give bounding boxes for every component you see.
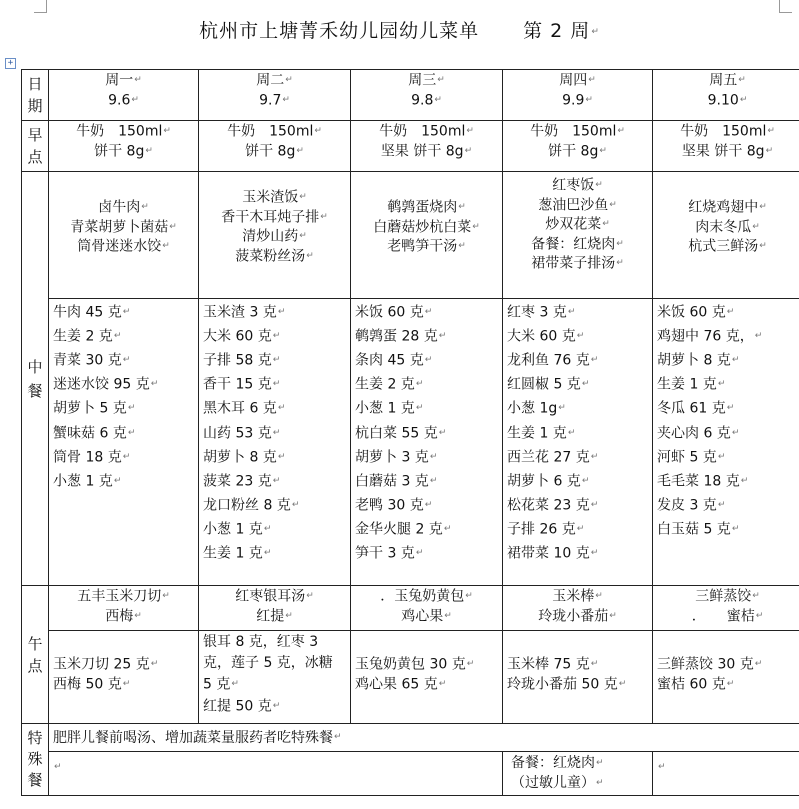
breakfast-cell[interactable]: 牛奶 150ml ↵ 饼干 8g ↵ <box>199 121 351 172</box>
lunch-ingredients-cell[interactable]: 红枣 3 克 ↵ 大米 60 克 ↵ 龙利鱼 76 克 ↵ 红圆椒 5 克 ↵ 小葱 1g ↵ 生姜 1 克 ↵ 西兰花 27 克 ↵ 胡萝卜 6 克 ↵ 松花菜 23 克 ↵ 子排 26 克 ↵ 裙带菜 10 克 ↵ <box>503 299 653 586</box>
special-note: 肥胖儿餐前喝汤、增加蔬菜量服药者吃特殊餐 ↵ <box>53 730 342 746</box>
breakfast-cell[interactable]: 牛奶 150ml ↵ 坚果 饼干 8g ↵ <box>653 121 799 172</box>
table-move-handle-icon[interactable]: + <box>5 58 16 69</box>
row-label-lunch: 中 餐 <box>22 172 49 586</box>
day-name: 周四 ↵ <box>507 71 648 91</box>
day-date: 9.7 ↵ <box>203 91 346 111</box>
snack-ingredients-cell[interactable]: 玉兔奶黄包 30 克 ↵ 鸡心果 65 克 ↵ <box>351 631 503 724</box>
breakfast-row <box>22 121 799 172</box>
lunch-dishes-cell[interactable]: 红烧鸡翅中 ↵ 肉末冬瓜 ↵ 杭式三鲜汤 ↵ <box>653 172 799 299</box>
lunch-ingredients-cell[interactable]: 米饭 60 克 ↵ 鸡翅中 76 克， ↵ 胡萝卜 8 克 ↵ 生姜 1 克 ↵ 冬瓜 61 克 ↵ 夹心肉 6 克 ↵ 河虾 5 克 ↵ 毛毛菜 18 克 ↵ 发皮 3 克 ↵ 白玉菇 5 克 ↵ <box>653 299 799 586</box>
lunch-ingredients-cell[interactable]: 米饭 60 克 ↵ 鹌鹑蛋 28 克 ↵ 条肉 45 克 ↵ 生姜 2 克 ↵ 小葱 1 克 ↵ 杭白菜 55 克 ↵ 胡萝卜 3 克 ↵ 白蘑菇 3 克 ↵ 老鸭 30 克 ↵ 金华火腿 2 克 ↵ 笋干 3 克 ↵ <box>351 299 503 586</box>
day-name: 周一 ↵ <box>53 71 194 91</box>
row-label-special: 特 殊 餐 <box>22 724 49 796</box>
day-name: 周二 ↵ <box>203 71 346 91</box>
breakfast-cell[interactable]: 牛奶 150ml ↵ 饼干 8g ↵ <box>503 121 653 172</box>
breakfast-cell[interactable]: 牛奶 150ml ↵ 饼干 8g ↵ <box>49 121 199 172</box>
lunch-ingredients-cell[interactable]: 牛肉 45 克 ↵ 生姜 2 克 ↵ 青菜 30 克 ↵ 迷迷水饺 95 克 ↵ 胡萝卜 5 克 ↵ 蟹味菇 6 克 ↵ 筒骨 18 克 ↵ 小葱 1 克 ↵ <box>49 299 199 586</box>
day-header[interactable] <box>653 70 799 121</box>
snack-items-cell[interactable]: 红枣银耳汤 ↵ 红提 ↵ <box>199 586 351 631</box>
page-title <box>0 16 799 43</box>
breakfast-cell[interactable]: 牛奶 150ml ↵ 坚果 饼干 8g ↵ <box>351 121 503 172</box>
snack-items-cell[interactable]: 三鲜蒸饺 ↵ ． 蜜桔 ↵ <box>653 586 799 631</box>
snack-ingredients-cell[interactable]: 玉米棒 75 克 ↵ 玲珑小番茄 50 克 ↵ <box>503 631 653 724</box>
day-header[interactable] <box>503 70 653 121</box>
special-backup-row <box>22 752 799 796</box>
page-corner-mark <box>779 0 792 13</box>
day-date: 9.9 ↵ <box>507 91 648 111</box>
snack-items-cell[interactable]: 五丰玉米刀切 ↵ 西梅 ↵ <box>49 586 199 631</box>
snack-items-cell[interactable]: 玉米棒 ↵ 玲珑小番茄 ↵ <box>503 586 653 631</box>
day-date: 9.10 ↵ <box>657 91 798 111</box>
lunch-dishes-cell[interactable]: 红枣饭 ↵ 葱油巴沙鱼 ↵ 炒双花菜 ↵ 备餐：红烧肉 ↵ 裙带菜子排汤 ↵ <box>503 172 653 299</box>
menu-table <box>21 69 799 796</box>
snack-ingredients-cell[interactable]: 玉米刀切 25 克 ↵ 西梅 50 克 ↵ <box>49 631 199 724</box>
day-date: 9.8 ↵ <box>355 91 498 111</box>
row-label-date: 日 期 <box>22 70 49 121</box>
special-empty-cell[interactable] <box>49 752 503 796</box>
date-row <box>22 70 799 121</box>
lunch-dishes-row <box>22 172 799 299</box>
day-header[interactable] <box>199 70 351 121</box>
lunch-dishes-cell[interactable]: 卤牛肉 ↵ 青菜胡萝卜菌菇 ↵ 筒骨迷迷水饺 ↵ <box>49 172 199 299</box>
paragraph-mark <box>590 20 600 42</box>
day-date: 9.6 ↵ <box>53 91 194 111</box>
day-header[interactable] <box>351 70 503 121</box>
row-label-snack: 午 点 <box>22 586 49 724</box>
lunch-ingredients-row <box>22 299 799 586</box>
snack-items-row <box>22 586 799 631</box>
day-header[interactable] <box>49 70 199 121</box>
menu-title: 杭州市上塘菁禾幼儿园幼儿菜单 <box>199 20 480 42</box>
snack-items-cell[interactable]: ．玉兔奶黄包 ↵ 鸡心果 ↵ <box>351 586 503 631</box>
snack-ingredients-row <box>22 631 799 724</box>
day-name: 周三 ↵ <box>355 71 498 91</box>
lunch-dishes-cell[interactable]: 玉米渣饭 ↵ 香干木耳炖子排 ↵ 清炒山药 ↵ 菠菜粉丝汤 ↵ <box>199 172 351 299</box>
lunch-dishes-cell[interactable]: 鹌鹑蛋烧肉 ↵ 白蘑菇炒杭白菜 ↵ 老鸭笋干汤 ↵ <box>351 172 503 299</box>
row-label-breakfast: 早 点 <box>22 121 49 172</box>
special-note-row <box>22 724 799 752</box>
special-backup-cell[interactable]: 备餐：红烧肉 ↵ （过敏儿童） ↵ <box>503 752 653 796</box>
special-empty-cell[interactable] <box>653 752 799 796</box>
lunch-ingredients-cell[interactable]: 玉米渣 3 克 ↵ 大米 60 克 ↵ 子排 58 克 ↵ 香干 15 克 ↵ 黑木耳 6 克 ↵ 山药 53 克 ↵ 胡萝卜 8 克 ↵ 菠菜 23 克 ↵ 龙口粉丝 8 克 ↵ 小葱 1 克 ↵ 生姜 1 克 ↵ <box>199 299 351 586</box>
page-corner-mark <box>34 0 47 13</box>
day-name: 周五 ↵ <box>657 71 798 91</box>
snack-ingredients-cell[interactable]: 三鲜蒸饺 30 克 ↵ 蜜桔 60 克 ↵ <box>653 631 799 724</box>
week-number: 第 2 周 <box>523 20 591 42</box>
special-note-cell[interactable] <box>49 724 799 752</box>
snack-ingredients-cell[interactable]: 银耳 8 克，红枣 3 克，莲子 5 克，冰糖 5 克 ↵ 红提 50 克 ↵ <box>199 631 351 724</box>
